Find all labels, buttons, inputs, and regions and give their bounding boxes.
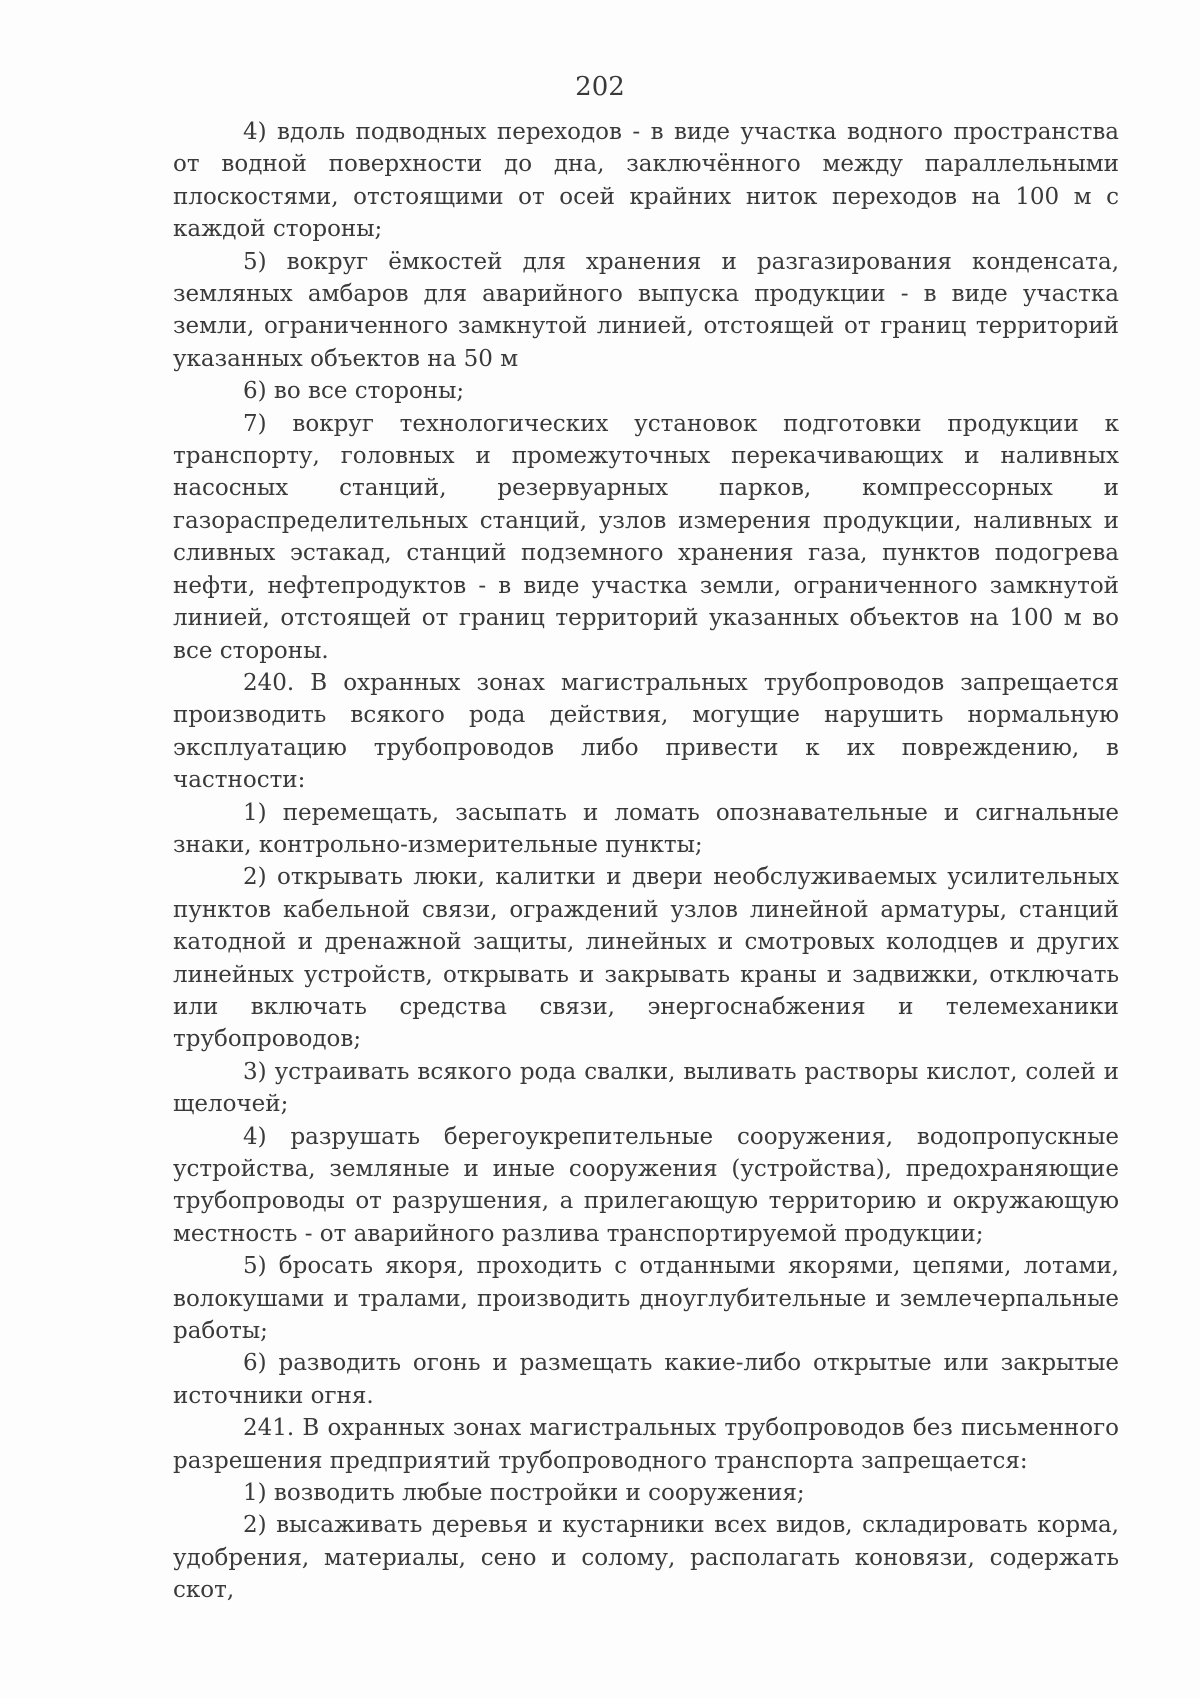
paragraph-240-item-2: 2) открывать люки, калитки и двери необслуживаемых усилительных пунктов кабельной связи, ограждений узлов линейной арматуры, станций катодной и дренажной защиты, линейных и смотровых колодцев и других линейных устройств, открывать и закрывать краны и задвижки, отключать или включать средства связи, энергоснабжения и телемеханики трубопроводов; bbox=[173, 864, 1119, 1053]
paragraph-240-item-3: 3) устраивать всякого рода свалки, выливать растворы кислот, солей и щелочей; bbox=[173, 1058, 1119, 1118]
document-body bbox=[173, 116, 1119, 1607]
paragraph-subitem-4-underwater-crossings: 4) вдоль подводных переходов - в виде участка водного пространства от водной поверхности до дна, заключённого между параллельными плоскостями, отстоящими от осей крайних ниток переходов на 100 м с каждой стороны; bbox=[173, 119, 1119, 243]
paragraph-subitem-7-technological-installations: 7) вокруг технологических установок подготовки продукции к транспорту, головных и промежуточных перекачивающих и наливных насосных станций, резервуарных парков, компрессорных и газораспределительных станций, узлов измерения продукции, наливных и сливных эстакад, станций подземного хранения газа, пунктов подогрева нефти, нефтепродуктов - в виде участка земли, ограниченного замкнутой линией, отстоящей от границ территорий указанных объектов на 100 м во все стороны. bbox=[173, 410, 1119, 664]
paragraph-subitem-5-condensate-tanks: 5) вокруг ёмкостей для хранения и разгазирования конденсата, земляных амбаров для аварийного выпуска продукции - в виде участка земли, ограниченного замкнутой линией, отстоящей от границ территорий указанных объектов на 50 м bbox=[173, 248, 1119, 372]
paragraph-241-item-1: 1) возводить любые постройки и сооружения; bbox=[243, 1480, 805, 1507]
paragraph-clause-240: 240. В охранных зонах магистральных трубопроводов запрещается производить всякого рода действия, могущие нарушить нормальную эксплуатацию трубопроводов либо привести к их повреждению, в частности: bbox=[173, 669, 1119, 794]
page-number: 202 bbox=[575, 72, 625, 102]
paragraph-240-item-1: 1) перемещать, засыпать и ломать опознавательные и сигнальные знаки, контрольно-измерительные пункты; bbox=[173, 799, 1119, 858]
paragraph-clause-241: 241. В охранных зонах магистральных трубопроводов без письменного разрешения предприятий трубопроводного транспорта запрещается: bbox=[173, 1415, 1119, 1474]
paragraph-subitem-6-all-directions: 6) во все стороны; bbox=[243, 378, 465, 405]
paragraph-240-item-6: 6) разводить огонь и размещать какие-либо открытые или закрытые источники огня. bbox=[173, 1350, 1119, 1409]
paragraph-241-item-2: 2) высаживать деревья и кустарники всех видов, складировать корма, удобрения, материалы, сено и солому, располагать коновязи, содержать скот, bbox=[173, 1512, 1119, 1604]
paragraph-240-item-5: 5) бросать якоря, проходить с отданными якорями, цепями, лотами, волокушами и тралами, производить дноуглубительные и землечерпальные работы; bbox=[173, 1253, 1119, 1345]
paragraph-240-item-4: 4) разрушать берегоукрепительные сооружения, водопропускные устройства, земляные и иные сооружения (устройства), предохраняющие трубопроводы от разрушения, а прилегающую территорию и окружающую местность - от аварийного разлива транспортируемой продукции; bbox=[173, 1123, 1119, 1247]
